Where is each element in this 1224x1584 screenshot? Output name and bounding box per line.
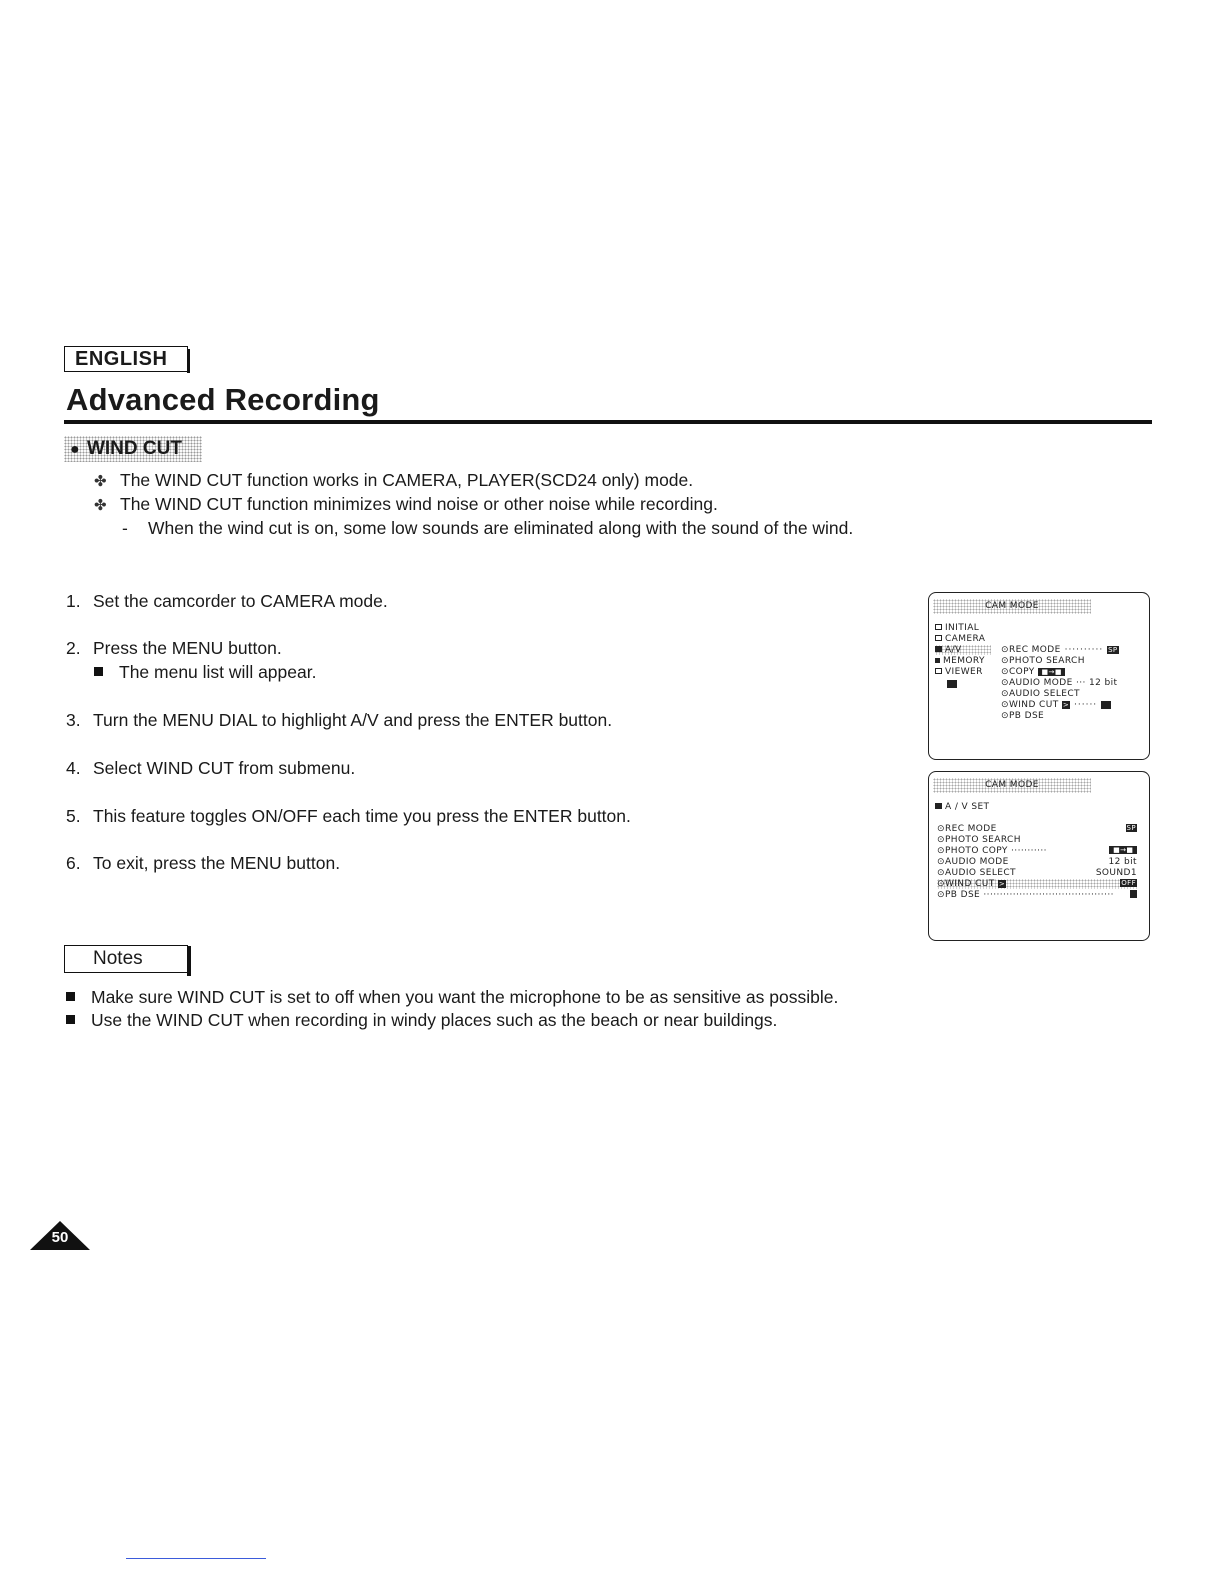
notes-label: Notes — [64, 945, 188, 973]
menu-item: CAMERA — [935, 634, 985, 644]
submenu-header: A / V SET — [935, 802, 989, 812]
setting-row: ⊙PHOTO SEARCH — [937, 835, 1021, 845]
step-item: 5. This feature toggles ON/OFF each time you press the ENTER button. — [66, 806, 631, 826]
section-heading-text: WIND CUT — [86, 438, 182, 459]
setting-row: ⊙PHOTO COPY ··········· ■→■ — [937, 846, 1136, 856]
step-item: 4. Select WIND CUT from submenu. — [66, 758, 356, 778]
submenu-item: ⊙AUDIO SELECT — [1001, 689, 1080, 699]
flower-bullet-icon: ✤ — [94, 473, 107, 490]
language-tag: ENGLISH — [64, 346, 188, 372]
tape-icon — [947, 679, 957, 689]
setting-row-selected: ⊙WIND CUT > OFF — [937, 879, 1136, 889]
page-number: 50 — [51, 1229, 69, 1246]
submenu-item: ⊙WIND CUT > ······ — [1001, 700, 1111, 710]
menu-item: VIEWER — [935, 667, 983, 677]
mode-bar: CAM MODE — [933, 599, 1091, 614]
submenu-item: ⊙AUDIO MODE ··· 12 bit — [1001, 678, 1118, 688]
intro-item — [94, 470, 693, 491]
menu-screen-av-set — [928, 771, 1150, 941]
submenu-item: ⊙PHOTO SEARCH — [1001, 656, 1085, 666]
setting-row: ⊙REC MODE SP — [937, 824, 1136, 834]
step-item: 1. Set the camcorder to CAMERA mode. — [66, 591, 388, 611]
menu-item-selected: A/V — [935, 645, 991, 655]
setting-row: ⊙PB DSE ········································ — [937, 890, 1137, 900]
footer-line — [126, 1558, 266, 1559]
setting-row: ⊙AUDIO SELECT SOUND1 — [937, 868, 1137, 878]
intro-item — [94, 494, 718, 515]
menu-screen-main — [928, 592, 1150, 760]
note-item: Make sure WIND CUT is set to off when you want the microphone to be as sensitive as possible. — [66, 987, 838, 1008]
intro-text: The WIND CUT function minimizes wind noise or other noise while recording. — [120, 494, 718, 514]
section-heading — [64, 436, 202, 462]
title-divider — [64, 420, 1152, 424]
page-title: Advanced Recording — [66, 382, 380, 417]
intro-text: The WIND CUT function works in CAMERA, PLAYER(SCD24 only) mode. — [120, 470, 694, 490]
menu-item: INITIAL — [935, 623, 979, 633]
step-item: 2. Press the MENU button. — [66, 638, 282, 658]
step-item: 3. Turn the MENU DIAL to highlight A/V and press the ENTER button. — [66, 710, 613, 730]
bullet-icon: ● — [70, 441, 80, 458]
intro-sub-note: - When the wind cut is on, some low sounds are eliminated along with the sound of the wind. — [122, 518, 854, 538]
page-number-badge — [29, 1220, 91, 1251]
note-item: Use the WIND CUT when recording in windy places such as the beach or near buildings. — [66, 1010, 777, 1031]
flower-bullet-icon: ✤ — [94, 497, 107, 514]
step-item: 6. To exit, press the MENU button. — [66, 853, 341, 873]
submenu-item: ⊙COPY ■→■ — [1001, 667, 1065, 677]
menu-item: MEMORY — [935, 656, 985, 666]
sub-note-text: When the wind cut is on, some low sounds are eliminated along with the sound of the wind. — [148, 518, 854, 538]
square-bullet-icon — [66, 1015, 75, 1024]
setting-row: ⊙AUDIO MODE 12 bit — [937, 857, 1137, 867]
submenu-item: ⊙REC MODE ·········· SP — [1001, 645, 1118, 655]
square-bullet-icon — [94, 667, 103, 676]
submenu-item: ⊙PB DSE — [1001, 711, 1045, 721]
step-sub-item: The menu list will appear. — [94, 662, 316, 683]
square-bullet-icon — [66, 992, 75, 1001]
mode-bar: CAM MODE — [933, 778, 1091, 793]
